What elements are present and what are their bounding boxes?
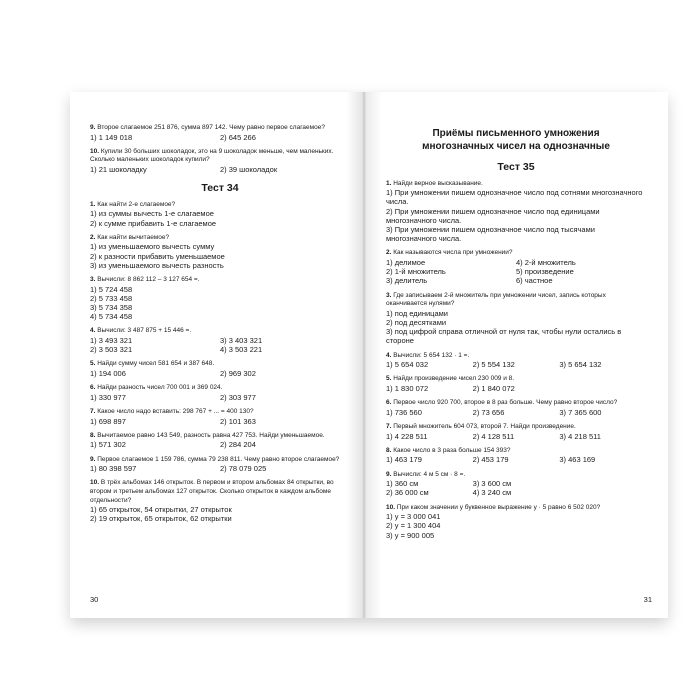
answer-option: 4) 3 240 см xyxy=(472,488,512,498)
answer-option: 1) 65 открыток, 54 открытки, 27 открыток xyxy=(90,505,232,515)
question-number: 5. xyxy=(386,375,392,383)
answer-option: 4) 2-й множитель xyxy=(516,258,576,267)
question-text: Найди произведение чисел 230 009 и 8. xyxy=(393,375,515,383)
test35-question-3 xyxy=(386,292,646,346)
answer-option: 3) 463 169 xyxy=(559,455,596,465)
question-text: Первое слагаемое 1 159 786, сумма 79 238 811. Чему равно второе слагаемое? xyxy=(97,455,340,463)
answer-option: 2) 284 204 xyxy=(220,440,256,450)
question-number: 5. xyxy=(90,360,96,368)
test34-question-6 xyxy=(90,384,350,402)
question-text: Как найти 2-е слагаемое? xyxy=(97,200,176,208)
question-text: Как найти вычитаемое? xyxy=(97,233,170,241)
question-text: Найди разность чисел 700 001 и 369 024. xyxy=(97,384,223,392)
answer-option: 2) 1-й множитель xyxy=(386,267,446,277)
section-title-line: многозначных чисел на однозначные xyxy=(422,140,610,152)
question-text: Купили 30 больших шоколадок, это на 9 шоколадок меньше, чем маленьких. Сколько маленьких шоколадок купили? xyxy=(90,147,334,164)
answer-option: 3) 5 654 132 xyxy=(559,360,602,370)
test35-question-6 xyxy=(386,399,646,417)
answer-option: 3) под цифрой справа отличной от нуля так, чтобы нули остались в стороне xyxy=(386,327,622,346)
question-number: 10. xyxy=(386,503,396,511)
question-number: 7. xyxy=(386,423,392,430)
answer-option: 1) из суммы вычесть 1-е слагаемое xyxy=(90,209,214,219)
question-text: При каком значении у буквенное выражение у · 5 равно 6 502 020? xyxy=(396,503,601,511)
answer-option: 5) произведение xyxy=(516,267,574,277)
answer-option: 1) 21 шоколадку xyxy=(90,164,147,174)
question-number: 9. xyxy=(90,455,96,463)
book-spread xyxy=(70,92,668,618)
question-text: Где записываем 2-й множитель при умножении чисел, запись которых оканчивается нулями? xyxy=(386,291,606,308)
answer-option: 3) 3 600 см xyxy=(472,479,512,489)
answer-option: 2) у = 1 300 404 xyxy=(386,521,441,531)
question-text: Как называются числа при умножении? xyxy=(393,249,513,257)
answer-option: 2) 19 открыток, 65 открыток, 62 открытки xyxy=(90,514,232,524)
answer-option: 3) у = 900 005 xyxy=(386,530,435,540)
question-text: Второе слагаемое 251 876, сумма 897 142. Чему равно первое слагаемое? xyxy=(97,124,325,131)
question-number: 1. xyxy=(386,179,392,187)
answer-option: 3) При умножении пишем однозначное число под тысячами многозначного числа. xyxy=(386,225,595,244)
right-page-content xyxy=(386,128,646,546)
answer-option: 1) 80 398 597 xyxy=(90,464,137,474)
question-number: 8. xyxy=(90,431,96,439)
section-title-line: Приёмы письменного умножения xyxy=(432,128,600,139)
question-number: 1. xyxy=(90,200,96,208)
answer-option: 2) 5 554 132 xyxy=(472,360,515,370)
test35-question-5 xyxy=(386,375,646,393)
question-text: Вычисли: 5 654 132 · 1 =. xyxy=(393,351,470,359)
test34-question-10 xyxy=(90,479,350,523)
answer-option: 2) к сумме прибавить 1-е слагаемое xyxy=(90,218,217,228)
page-number: 31 xyxy=(643,595,652,604)
question-number: 3. xyxy=(90,275,96,283)
answer-option: 1) 330 977 xyxy=(90,392,126,402)
answer-option: 2) 303 977 xyxy=(220,392,256,402)
answer-option: 3) из уменьшаемого вычесть разность xyxy=(90,260,224,270)
answer-option: 3) 5 734 358 xyxy=(90,302,133,312)
answer-option: 2) 39 шоколадок xyxy=(220,164,278,174)
test35-question-4 xyxy=(386,352,646,370)
question-9 xyxy=(90,124,350,142)
question-number: 4. xyxy=(386,351,392,359)
question-text: Найди сумму чисел 581 654 и 387 648. xyxy=(97,360,215,368)
answer-option: 1) 698 897 xyxy=(90,416,126,426)
question-number: 9. xyxy=(386,470,392,478)
question-text: Вычисли: 8 862 112 – 3 127 654 =. xyxy=(97,275,200,283)
answer-option: 2) 1 840 072 xyxy=(472,384,515,393)
question-text: Первое число 920 700, второе в 8 раз больше. Чему равно второе число? xyxy=(393,399,618,407)
answer-option: 6) частное xyxy=(516,276,553,286)
question-number: 10. xyxy=(90,147,100,155)
test34-question-2 xyxy=(90,234,350,270)
answer-option: 2) к разности прибавить уменьшаемое xyxy=(90,251,225,261)
question-text: Вычитаемое равно 143 549, разность равна 427 753. Найди уменьшаемое. xyxy=(97,431,325,439)
test35-question-2 xyxy=(386,249,646,285)
test34-question-7 xyxy=(90,408,350,426)
answer-option: 1) 1 149 018 xyxy=(90,132,133,142)
section-title xyxy=(386,128,646,153)
answer-option: 2) 78 079 025 xyxy=(220,464,267,474)
test34-question-9 xyxy=(90,456,350,474)
answer-option: 3) 7 365 600 xyxy=(559,407,602,417)
left-page xyxy=(70,92,365,618)
answer-option: 1) 463 179 xyxy=(386,455,422,465)
question-number: 3. xyxy=(386,291,392,299)
question-number: 7. xyxy=(90,407,96,415)
question-text: В трёх альбомах 146 открыток. В первом и втором альбомах 84 открытки, во втором и третьем альбомах 127 открыток. Сколько открыток в каждом альбоме отдельности? xyxy=(90,479,334,504)
answer-option: 1) 194 006 xyxy=(90,368,126,378)
test35-question-1 xyxy=(386,180,646,244)
answer-option: 1) 736 560 xyxy=(386,407,422,417)
question-text: Первый множитель 604 073, второй 7. Найди произведение. xyxy=(393,423,576,430)
answer-option: 2) При умножении пишем однозначное число под единицами многозначного числа. xyxy=(386,206,600,225)
answer-option: 2) 645 266 xyxy=(220,132,256,142)
question-number: 6. xyxy=(90,384,96,392)
question-text: Какое число в 3 раза больше 154 393? xyxy=(393,446,511,454)
answer-option: 1) 1 830 072 xyxy=(386,384,429,393)
question-number: 8. xyxy=(386,446,392,454)
answer-option: 2) 101 363 xyxy=(220,416,256,426)
answer-option: 3) делитель xyxy=(386,276,428,286)
answer-option: 1) 5 654 032 xyxy=(386,360,429,370)
question-text: Найди верное высказывание. xyxy=(393,179,483,187)
test34-question-4 xyxy=(90,327,350,354)
page-number: 30 xyxy=(90,595,99,604)
left-page-content xyxy=(90,124,350,530)
question-text: Вычисли: 3 487 875 + 15 446 =. xyxy=(97,327,192,335)
answer-option: 2) 36 000 см xyxy=(386,488,429,498)
test35-question-9 xyxy=(386,471,646,498)
test35-question-8 xyxy=(386,447,646,465)
answer-option: 1) 360 см xyxy=(386,479,419,489)
test-title: Тест 35 xyxy=(497,161,535,173)
answer-option: 1) При умножении пишем однозначное число под сотнями многозначного числа. xyxy=(386,188,643,207)
answer-option: 2) под десятками xyxy=(386,318,447,327)
answer-option: 3) 3 403 321 xyxy=(220,335,263,345)
answer-option: 2) 4 128 511 xyxy=(472,431,515,441)
answer-option: 1) делимое xyxy=(386,258,426,267)
test34-question-8 xyxy=(90,432,350,450)
test34-question-1 xyxy=(90,201,350,228)
question-number: 4. xyxy=(90,327,96,335)
answer-option: 3) 4 218 511 xyxy=(559,431,601,441)
answer-option: 2) 5 733 458 xyxy=(90,293,133,303)
question-10 xyxy=(90,148,350,174)
question-number: 9. xyxy=(90,124,96,131)
answer-option: 1) под единицами xyxy=(386,308,448,318)
answer-option: 1) 3 493 321 xyxy=(90,335,133,345)
test35-question-7 xyxy=(386,423,646,441)
answer-option: 2) 73 656 xyxy=(472,407,505,417)
test34-question-5 xyxy=(90,360,350,378)
answer-option: 1) у = 3 000 041 xyxy=(386,512,441,522)
question-number: 6. xyxy=(386,399,392,407)
answer-option: 1) из уменьшаемого вычесть сумму xyxy=(90,242,215,252)
question-text: Вычисли: 4 м 5 см · 8 =. xyxy=(393,470,466,478)
test34-question-3 xyxy=(90,276,350,321)
answer-option: 4) 5 734 458 xyxy=(90,312,133,322)
answer-option: 2) 3 503 321 xyxy=(90,345,133,355)
question-number: 10. xyxy=(90,479,100,487)
question-number: 2. xyxy=(90,233,96,241)
test35-question-10 xyxy=(386,504,646,540)
answer-option: 1) 5 724 458 xyxy=(90,284,133,294)
answer-option: 4) 3 503 221 xyxy=(220,345,263,355)
question-text: Какое число надо вставить: 298 767 + ... = 400 130? xyxy=(97,407,254,415)
question-number: 2. xyxy=(386,249,392,257)
right-page xyxy=(364,92,668,618)
test-title: Тест 34 xyxy=(201,182,239,195)
answer-option: 1) 571 302 xyxy=(90,440,126,450)
answer-option: 1) 4 228 511 xyxy=(386,431,428,441)
answer-option: 2) 453 179 xyxy=(472,455,509,465)
answer-option: 2) 969 302 xyxy=(220,368,256,378)
